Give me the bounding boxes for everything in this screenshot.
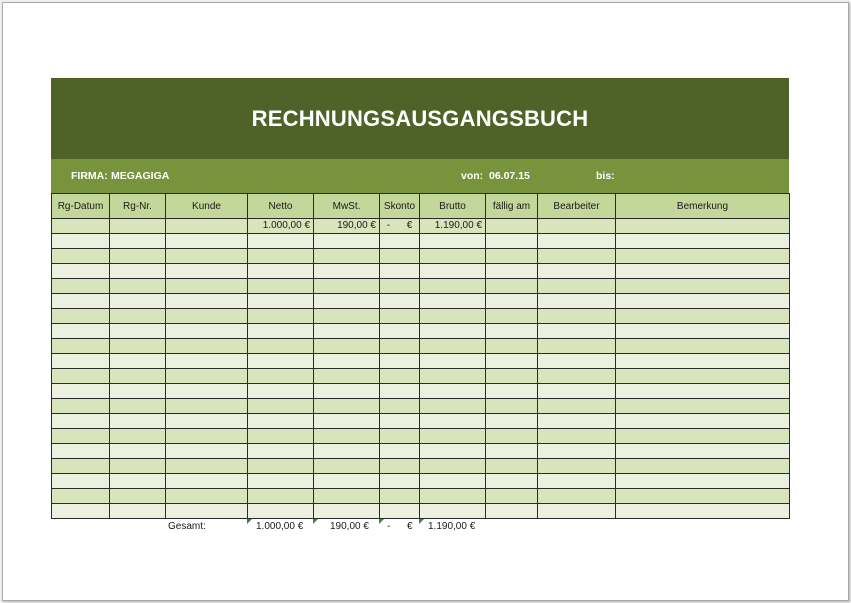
- cell-bemerkung[interactable]: [616, 444, 790, 459]
- cell-brutto[interactable]: 1.190,00 €: [420, 219, 486, 234]
- cell-bemerkung[interactable]: [616, 489, 790, 504]
- cell-kunde[interactable]: [166, 354, 248, 369]
- cell-netto[interactable]: [248, 339, 314, 354]
- cell-bearbeiter[interactable]: [538, 264, 616, 279]
- cell-rg-datum[interactable]: [52, 264, 110, 279]
- title-band: [51, 78, 789, 159]
- table-row: [52, 249, 790, 264]
- cell-rg-datum[interactable]: [52, 234, 110, 249]
- cell-bearbeiter[interactable]: [538, 279, 616, 294]
- cell-mwst[interactable]: [314, 399, 380, 414]
- cell-rg-datum[interactable]: [52, 474, 110, 489]
- cell-skonto[interactable]: [380, 474, 420, 489]
- cell-mwst[interactable]: [314, 279, 380, 294]
- cell-faellig-am[interactable]: [486, 384, 538, 399]
- cell-mwst[interactable]: [314, 249, 380, 264]
- cell-skonto[interactable]: [380, 429, 420, 444]
- cell-mwst[interactable]: [314, 444, 380, 459]
- cell-bearbeiter[interactable]: [538, 384, 616, 399]
- cell-brutto[interactable]: [420, 264, 486, 279]
- table-row: [52, 369, 790, 384]
- cell-brutto[interactable]: [420, 474, 486, 489]
- cell-netto[interactable]: [248, 264, 314, 279]
- cell-brutto[interactable]: [420, 399, 486, 414]
- cell-kunde[interactable]: [166, 324, 248, 339]
- cell-kunde[interactable]: [166, 294, 248, 309]
- cell-rg-datum[interactable]: [52, 459, 110, 474]
- cell-rg-nr[interactable]: [110, 264, 166, 279]
- invoice-table: [51, 193, 790, 519]
- cell-netto[interactable]: [248, 309, 314, 324]
- cell-faellig-am[interactable]: [486, 234, 538, 249]
- cell-skonto[interactable]: [380, 504, 420, 519]
- cell-kunde[interactable]: [166, 219, 248, 234]
- cell-bemerkung[interactable]: [616, 264, 790, 279]
- cell-note-marker: [247, 519, 252, 524]
- cell-brutto[interactable]: [420, 324, 486, 339]
- cell-skonto[interactable]: - €: [380, 219, 420, 234]
- cell-brutto[interactable]: [420, 249, 486, 264]
- cell-brutto[interactable]: [420, 309, 486, 324]
- total-brutto: 1.190,00 €: [428, 521, 476, 532]
- table-row: [52, 504, 790, 519]
- cell-faellig-am[interactable]: [486, 444, 538, 459]
- cell-bemerkung[interactable]: [616, 234, 790, 249]
- cell-brutto[interactable]: [420, 294, 486, 309]
- cell-bemerkung[interactable]: [616, 384, 790, 399]
- cell-kunde[interactable]: [166, 249, 248, 264]
- cell-rg-datum[interactable]: [52, 309, 110, 324]
- col-header-faellig-am: fällig am: [486, 194, 538, 219]
- bis-label: bis:: [596, 170, 615, 182]
- cell-skonto[interactable]: [380, 264, 420, 279]
- cell-skonto[interactable]: [380, 444, 420, 459]
- cell-bearbeiter[interactable]: [538, 309, 616, 324]
- cell-bearbeiter[interactable]: [538, 234, 616, 249]
- cell-note-marker: [313, 519, 318, 524]
- cell-rg-nr[interactable]: [110, 459, 166, 474]
- cell-kunde[interactable]: [166, 429, 248, 444]
- table-row: [52, 384, 790, 399]
- cell-skonto[interactable]: [380, 459, 420, 474]
- cell-mwst[interactable]: [314, 504, 380, 519]
- cell-brutto[interactable]: [420, 504, 486, 519]
- cell-rg-datum[interactable]: [52, 279, 110, 294]
- cell-rg-nr[interactable]: [110, 339, 166, 354]
- cell-kunde[interactable]: [166, 489, 248, 504]
- cell-netto[interactable]: [248, 474, 314, 489]
- cell-bemerkung[interactable]: [616, 294, 790, 309]
- cell-bearbeiter[interactable]: [538, 219, 616, 234]
- cell-rg-nr[interactable]: [110, 234, 166, 249]
- von-value[interactable]: 06.07.15: [489, 170, 530, 182]
- cell-rg-datum[interactable]: [52, 369, 110, 384]
- cell-brutto[interactable]: [420, 384, 486, 399]
- cell-mwst[interactable]: [314, 429, 380, 444]
- cell-bemerkung[interactable]: [616, 474, 790, 489]
- cell-rg-nr[interactable]: [110, 399, 166, 414]
- cell-bemerkung[interactable]: [616, 324, 790, 339]
- cell-bearbeiter[interactable]: [538, 369, 616, 384]
- cell-skonto[interactable]: [380, 384, 420, 399]
- cell-kunde[interactable]: [166, 459, 248, 474]
- cell-rg-datum[interactable]: [52, 339, 110, 354]
- cell-rg-nr[interactable]: [110, 249, 166, 264]
- document-page: [2, 2, 849, 601]
- cell-netto[interactable]: [248, 249, 314, 264]
- cell-faellig-am[interactable]: [486, 399, 538, 414]
- cell-rg-nr[interactable]: [110, 384, 166, 399]
- von-label: von:: [461, 170, 484, 182]
- cell-netto[interactable]: [248, 414, 314, 429]
- cell-kunde[interactable]: [166, 414, 248, 429]
- cell-kunde[interactable]: [166, 264, 248, 279]
- cell-mwst[interactable]: [314, 414, 380, 429]
- cell-rg-datum[interactable]: [52, 504, 110, 519]
- cell-mwst[interactable]: [314, 354, 380, 369]
- cell-bearbeiter[interactable]: [538, 354, 616, 369]
- cell-mwst[interactable]: [314, 324, 380, 339]
- cell-rg-datum[interactable]: [52, 384, 110, 399]
- cell-skonto[interactable]: [380, 489, 420, 504]
- cell-bemerkung[interactable]: [616, 504, 790, 519]
- cell-netto[interactable]: [248, 489, 314, 504]
- cell-faellig-am[interactable]: [486, 264, 538, 279]
- cell-skonto[interactable]: [380, 279, 420, 294]
- cell-mwst[interactable]: [314, 474, 380, 489]
- cell-bemerkung[interactable]: [616, 414, 790, 429]
- cell-skonto[interactable]: [380, 369, 420, 384]
- info-band: [51, 159, 789, 193]
- cell-bemerkung[interactable]: [616, 219, 790, 234]
- cell-mwst[interactable]: [314, 234, 380, 249]
- cell-netto[interactable]: [248, 279, 314, 294]
- cell-faellig-am[interactable]: [486, 354, 538, 369]
- cell-rg-nr[interactable]: [110, 414, 166, 429]
- cell-bemerkung[interactable]: [616, 339, 790, 354]
- table-row: [52, 219, 790, 234]
- cell-bearbeiter[interactable]: [538, 504, 616, 519]
- cell-note-marker: [419, 519, 424, 524]
- cell-rg-datum[interactable]: [52, 414, 110, 429]
- cell-rg-nr[interactable]: [110, 444, 166, 459]
- cell-skonto[interactable]: [380, 324, 420, 339]
- cell-faellig-am[interactable]: [486, 459, 538, 474]
- table-body: [52, 219, 790, 519]
- col-header-netto: Netto: [248, 194, 314, 219]
- cell-bearbeiter[interactable]: [538, 399, 616, 414]
- cell-rg-nr[interactable]: [110, 504, 166, 519]
- cell-rg-nr[interactable]: [110, 219, 166, 234]
- cell-skonto[interactable]: [380, 354, 420, 369]
- cell-netto[interactable]: [248, 294, 314, 309]
- table-row: [52, 339, 790, 354]
- cell-rg-datum[interactable]: [52, 354, 110, 369]
- table-row: [52, 429, 790, 444]
- cell-brutto[interactable]: [420, 369, 486, 384]
- cell-faellig-am[interactable]: [486, 294, 538, 309]
- table-row: [52, 279, 790, 294]
- cell-brutto[interactable]: [420, 234, 486, 249]
- cell-bemerkung[interactable]: [616, 279, 790, 294]
- cell-mwst[interactable]: [314, 369, 380, 384]
- cell-skonto[interactable]: [380, 249, 420, 264]
- cell-faellig-am[interactable]: [486, 279, 538, 294]
- cell-faellig-am[interactable]: [486, 369, 538, 384]
- cell-rg-nr[interactable]: [110, 474, 166, 489]
- table-row: [52, 474, 790, 489]
- cell-skonto[interactable]: [380, 234, 420, 249]
- cell-bemerkung[interactable]: [616, 399, 790, 414]
- cell-rg-datum[interactable]: [52, 429, 110, 444]
- cell-brutto[interactable]: [420, 339, 486, 354]
- cell-rg-nr[interactable]: [110, 369, 166, 384]
- col-header-skonto: Skonto: [380, 194, 420, 219]
- totals-label: Gesamt:: [168, 521, 206, 532]
- cell-bemerkung[interactable]: [616, 249, 790, 264]
- total-mwst: 190,00 €: [330, 521, 369, 532]
- cell-kunde[interactable]: [166, 309, 248, 324]
- col-header-kunde: Kunde: [166, 194, 248, 219]
- table-row: [52, 489, 790, 504]
- cell-mwst[interactable]: [314, 264, 380, 279]
- cell-netto[interactable]: [248, 384, 314, 399]
- col-header-bearbeiter: Bearbeiter: [538, 194, 616, 219]
- cell-netto[interactable]: [248, 504, 314, 519]
- cell-bearbeiter[interactable]: [538, 474, 616, 489]
- cell-faellig-am[interactable]: [486, 219, 538, 234]
- firma-label: FIRMA:: [71, 170, 108, 182]
- table-row: [52, 324, 790, 339]
- table-row: [52, 309, 790, 324]
- total-netto: 1.000,00 €: [256, 521, 304, 532]
- firma-value[interactable]: MEGAGIGA: [111, 170, 170, 182]
- cell-skonto[interactable]: [380, 414, 420, 429]
- cell-note-marker: [379, 519, 384, 524]
- cell-netto[interactable]: [248, 444, 314, 459]
- cell-rg-nr[interactable]: [110, 324, 166, 339]
- cell-netto[interactable]: [248, 399, 314, 414]
- total-skonto: - €: [387, 521, 413, 532]
- col-header-rg-nr: Rg-Nr.: [110, 194, 166, 219]
- cell-kunde[interactable]: [166, 474, 248, 489]
- cell-brutto[interactable]: [420, 354, 486, 369]
- cell-faellig-am[interactable]: [486, 324, 538, 339]
- cell-netto[interactable]: [248, 354, 314, 369]
- cell-bemerkung[interactable]: [616, 369, 790, 384]
- cell-kunde[interactable]: [166, 384, 248, 399]
- col-header-bemerkung: Bemerkung: [616, 194, 790, 219]
- cell-mwst[interactable]: [314, 309, 380, 324]
- cell-kunde[interactable]: [166, 279, 248, 294]
- cell-bearbeiter[interactable]: [538, 459, 616, 474]
- cell-brutto[interactable]: [420, 444, 486, 459]
- cell-bemerkung[interactable]: [616, 459, 790, 474]
- table-row: [52, 459, 790, 474]
- table-row: [52, 444, 790, 459]
- cell-rg-nr[interactable]: [110, 309, 166, 324]
- cell-faellig-am[interactable]: [486, 339, 538, 354]
- col-header-rg-datum: Rg-Datum: [52, 194, 110, 219]
- cell-brutto[interactable]: [420, 489, 486, 504]
- cell-kunde[interactable]: [166, 504, 248, 519]
- cell-bearbeiter[interactable]: [538, 414, 616, 429]
- cell-mwst[interactable]: 190,00 €: [314, 219, 380, 234]
- col-header-mwst: MwSt.: [314, 194, 380, 219]
- cell-netto[interactable]: 1.000,00 €: [248, 219, 314, 234]
- cell-skonto[interactable]: [380, 309, 420, 324]
- cell-mwst[interactable]: [314, 489, 380, 504]
- cell-brutto[interactable]: [420, 459, 486, 474]
- cell-mwst[interactable]: [314, 459, 380, 474]
- table-row: [52, 414, 790, 429]
- cell-rg-datum[interactable]: [52, 294, 110, 309]
- cell-rg-datum[interactable]: [52, 219, 110, 234]
- cell-faellig-am[interactable]: [486, 474, 538, 489]
- cell-rg-nr[interactable]: [110, 279, 166, 294]
- cell-bemerkung[interactable]: [616, 309, 790, 324]
- header-row: [52, 194, 790, 219]
- cell-netto[interactable]: [248, 324, 314, 339]
- cell-rg-nr[interactable]: [110, 489, 166, 504]
- cell-rg-datum[interactable]: [52, 249, 110, 264]
- table-row: [52, 294, 790, 309]
- cell-kunde[interactable]: [166, 339, 248, 354]
- cell-rg-nr[interactable]: [110, 429, 166, 444]
- cell-faellig-am[interactable]: [486, 249, 538, 264]
- cell-rg-datum[interactable]: [52, 444, 110, 459]
- cell-rg-datum[interactable]: [52, 324, 110, 339]
- table-row: [52, 234, 790, 249]
- cell-mwst[interactable]: [314, 294, 380, 309]
- cell-brutto[interactable]: [420, 429, 486, 444]
- col-header-brutto: Brutto: [420, 194, 486, 219]
- table-row: [52, 354, 790, 369]
- cell-kunde[interactable]: [166, 369, 248, 384]
- cell-faellig-am[interactable]: [486, 429, 538, 444]
- cell-netto[interactable]: [248, 459, 314, 474]
- cell-bearbeiter[interactable]: [538, 249, 616, 264]
- table-row: [52, 264, 790, 279]
- cell-netto[interactable]: [248, 234, 314, 249]
- cell-faellig-am[interactable]: [486, 309, 538, 324]
- page-title: RECHNUNGSAUSGANGSBUCH: [251, 105, 589, 131]
- cell-kunde[interactable]: [166, 444, 248, 459]
- cell-bearbeiter[interactable]: [538, 489, 616, 504]
- cell-netto[interactable]: [248, 429, 314, 444]
- cell-kunde[interactable]: [166, 234, 248, 249]
- cell-rg-datum[interactable]: [52, 399, 110, 414]
- cell-mwst[interactable]: [314, 384, 380, 399]
- cell-faellig-am[interactable]: [486, 504, 538, 519]
- cell-rg-nr[interactable]: [110, 294, 166, 309]
- cell-rg-datum[interactable]: [52, 489, 110, 504]
- cell-faellig-am[interactable]: [486, 414, 538, 429]
- cell-skonto[interactable]: [380, 399, 420, 414]
- cell-brutto[interactable]: [420, 414, 486, 429]
- cell-kunde[interactable]: [166, 399, 248, 414]
- cell-rg-nr[interactable]: [110, 354, 166, 369]
- cell-bearbeiter[interactable]: [538, 324, 616, 339]
- table-row: [52, 399, 790, 414]
- cell-mwst[interactable]: [314, 339, 380, 354]
- cell-brutto[interactable]: [420, 279, 486, 294]
- cell-netto[interactable]: [248, 369, 314, 384]
- cell-bearbeiter[interactable]: [538, 339, 616, 354]
- cell-bemerkung[interactable]: [616, 429, 790, 444]
- spreadsheet: [51, 78, 789, 535]
- cell-bearbeiter[interactable]: [538, 444, 616, 459]
- cell-bearbeiter[interactable]: [538, 429, 616, 444]
- totals-row: [51, 519, 789, 535]
- cell-skonto[interactable]: [380, 339, 420, 354]
- cell-bemerkung[interactable]: [616, 354, 790, 369]
- cell-skonto[interactable]: [380, 294, 420, 309]
- cell-bearbeiter[interactable]: [538, 294, 616, 309]
- cell-faellig-am[interactable]: [486, 489, 538, 504]
